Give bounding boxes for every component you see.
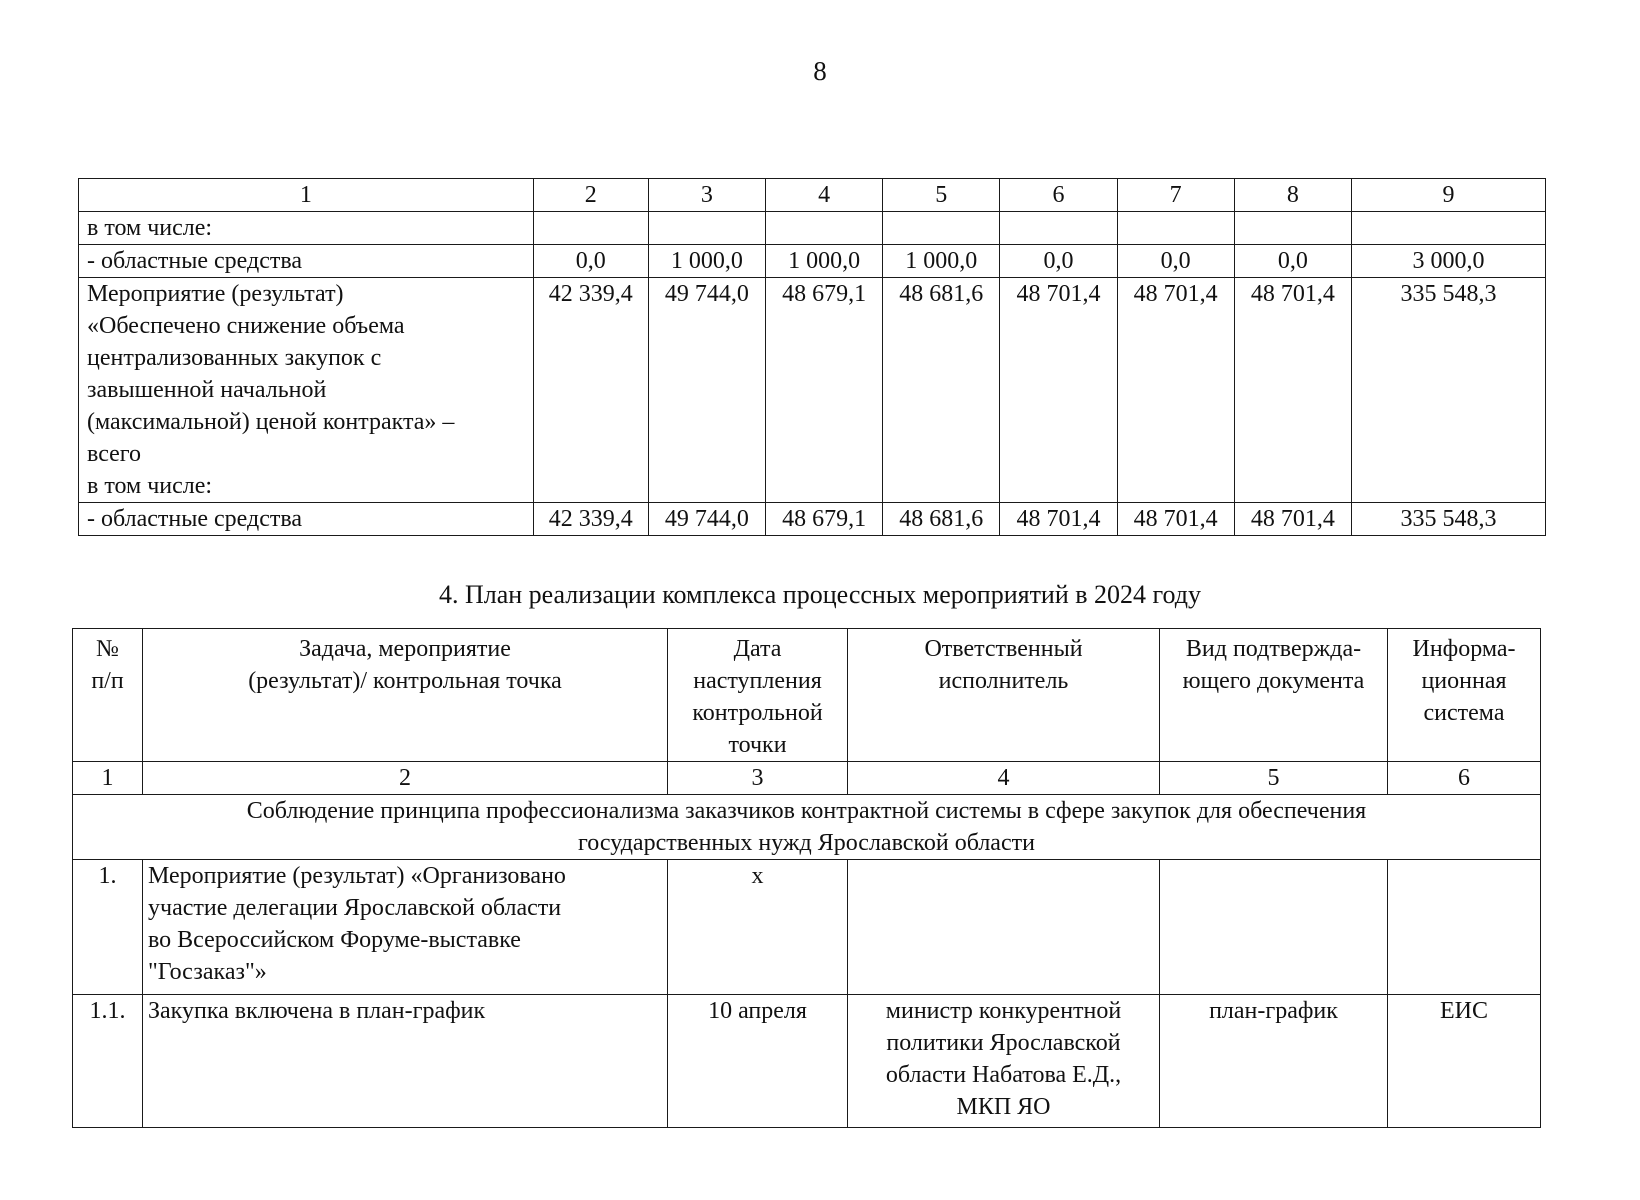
value-cell: 49 744,0 xyxy=(648,278,765,503)
event-system xyxy=(1388,860,1541,995)
task-line: Соблюдение принципа профессионализма заказчиков контрактной системы в сфере закупок для обеспечения xyxy=(246,798,1367,824)
column-number: 6 xyxy=(1388,762,1541,795)
header-cell: 4 xyxy=(766,179,883,212)
value-cell xyxy=(1117,212,1234,245)
header-cell: 2 xyxy=(533,179,648,212)
label-line: завышенной начальной xyxy=(87,377,327,403)
value-cell xyxy=(648,212,765,245)
header-cell: 3 xyxy=(648,179,765,212)
column-number: 4 xyxy=(848,762,1160,795)
event-line: во Всероссийском Форуме-выставке xyxy=(148,927,521,953)
value-cell: 0,0 xyxy=(1000,245,1117,278)
header-line: наступления xyxy=(693,668,822,694)
header-cell: 7 xyxy=(1117,179,1234,212)
header-number xyxy=(73,629,143,762)
value-cell: 335 548,3 xyxy=(1351,278,1545,503)
header-cell: 1 xyxy=(79,179,534,212)
value-cell: 48 681,6 xyxy=(883,503,1000,536)
header-line: п/п xyxy=(91,668,124,694)
value-cell: 48 701,4 xyxy=(1000,503,1117,536)
value-cell: 49 744,0 xyxy=(648,503,765,536)
value-cell: 48 701,4 xyxy=(1234,278,1351,503)
event-number: 1. xyxy=(73,860,143,995)
header-line: Ответственный xyxy=(924,636,1083,662)
task-line: государственных нужд Ярославской области xyxy=(578,830,1035,856)
value-cell xyxy=(1234,212,1351,245)
value-cell xyxy=(766,212,883,245)
task-row xyxy=(73,795,1541,860)
value-cell: 1 000,0 xyxy=(648,245,765,278)
event-line: Мероприятие (результат) «Организовано xyxy=(148,863,566,889)
value-cell: 0,0 xyxy=(1234,245,1351,278)
event-text xyxy=(143,860,668,995)
event-responsible xyxy=(848,860,1160,995)
plan-header-row xyxy=(73,629,1541,762)
value-cell: 335 548,3 xyxy=(1351,503,1545,536)
header-line: система xyxy=(1423,700,1505,726)
responsible-line: министр конкурентной xyxy=(885,998,1122,1024)
value-cell xyxy=(883,212,1000,245)
value-cell: 3 000,0 xyxy=(1351,245,1545,278)
label-line: централизованных закупок с xyxy=(87,345,382,371)
header-cell: 8 xyxy=(1234,179,1351,212)
value-cell: 48 701,4 xyxy=(1234,503,1351,536)
table-row xyxy=(79,212,1546,245)
value-cell: 48 679,1 xyxy=(766,278,883,503)
value-cell: 0,0 xyxy=(533,245,648,278)
event-line: "Госзаказ"» xyxy=(148,959,267,985)
value-cell: 42 339,4 xyxy=(533,503,648,536)
header-document xyxy=(1160,629,1388,762)
column-number-row xyxy=(73,762,1541,795)
funding-header-row xyxy=(79,179,1546,212)
value-cell xyxy=(1000,212,1117,245)
row-label: в том числе: xyxy=(79,212,534,245)
plan-table xyxy=(72,628,1541,1128)
funding-table xyxy=(78,178,1546,536)
header-cell: 6 xyxy=(1000,179,1117,212)
label-line: всего xyxy=(87,441,142,467)
header-line: контрольной xyxy=(692,700,823,726)
header-line: исполнитель xyxy=(938,668,1069,694)
checkpoint-number: 1.1. xyxy=(73,995,143,1128)
label-line: «Обеспечено снижение объема xyxy=(87,313,405,339)
header-task xyxy=(143,629,668,762)
header-line: точки xyxy=(728,732,787,758)
header-line: Задача, мероприятие xyxy=(299,636,511,662)
value-cell: 48 701,4 xyxy=(1117,503,1234,536)
page-number: 8 xyxy=(813,56,827,86)
event-row xyxy=(73,860,1541,995)
row-label xyxy=(79,278,534,503)
column-number: 2 xyxy=(143,762,668,795)
responsible-line: области Набатова Е.Д., xyxy=(885,1062,1122,1088)
header-line: Информа- xyxy=(1412,636,1516,662)
header-line: Дата xyxy=(733,636,782,662)
row-label: - областные средства xyxy=(79,503,534,536)
value-cell: 42 339,4 xyxy=(533,278,648,503)
value-cell: 1 000,0 xyxy=(766,245,883,278)
section-title: 4. План реализации комплекса процессных мероприятий в 2024 году xyxy=(438,580,1202,609)
header-cell: 5 xyxy=(883,179,1000,212)
value-cell: 0,0 xyxy=(1117,245,1234,278)
header-line: (результат)/ контрольная точка xyxy=(248,668,562,694)
header-line: Вид подтвержда- xyxy=(1185,636,1362,662)
value-cell xyxy=(533,212,648,245)
column-number: 1 xyxy=(73,762,143,795)
checkpoint-responsible xyxy=(848,995,1160,1128)
value-cell: 48 701,4 xyxy=(1117,278,1234,503)
label-line: Мероприятие (результат) xyxy=(87,281,344,307)
table-row xyxy=(79,278,1546,503)
column-number: 3 xyxy=(668,762,848,795)
checkpoint-text: Закупка включена в план-график xyxy=(143,995,668,1128)
responsible-line: МКП ЯО xyxy=(956,1094,1051,1120)
value-cell: 1 000,0 xyxy=(883,245,1000,278)
table-row xyxy=(79,503,1546,536)
label-line: в том числе: xyxy=(87,473,213,499)
event-document xyxy=(1160,860,1388,995)
header-line: ющего документа xyxy=(1182,668,1365,694)
checkpoint-date: 10 апреля xyxy=(668,995,848,1128)
table-row xyxy=(79,245,1546,278)
column-number: 5 xyxy=(1160,762,1388,795)
value-cell: 48 679,1 xyxy=(766,503,883,536)
checkpoint-system: ЕИС xyxy=(1388,995,1541,1128)
header-date xyxy=(668,629,848,762)
value-cell xyxy=(1351,212,1545,245)
label-line: (максимальной) ценой контракта» – xyxy=(87,409,455,435)
header-responsible xyxy=(848,629,1160,762)
header-line: ционная xyxy=(1421,668,1507,694)
header-system xyxy=(1388,629,1541,762)
value-cell: 48 681,6 xyxy=(883,278,1000,503)
event-line: участие делегации Ярославской области xyxy=(148,895,562,921)
event-date: х xyxy=(668,860,848,995)
checkpoint-document: план-график xyxy=(1160,995,1388,1128)
checkpoint-row xyxy=(73,995,1541,1128)
task-title xyxy=(73,795,1541,860)
header-line: № xyxy=(96,636,119,662)
value-cell: 48 701,4 xyxy=(1000,278,1117,503)
row-label: - областные средства xyxy=(79,245,534,278)
header-cell: 9 xyxy=(1351,179,1545,212)
responsible-line: политики Ярославской xyxy=(886,1030,1121,1056)
